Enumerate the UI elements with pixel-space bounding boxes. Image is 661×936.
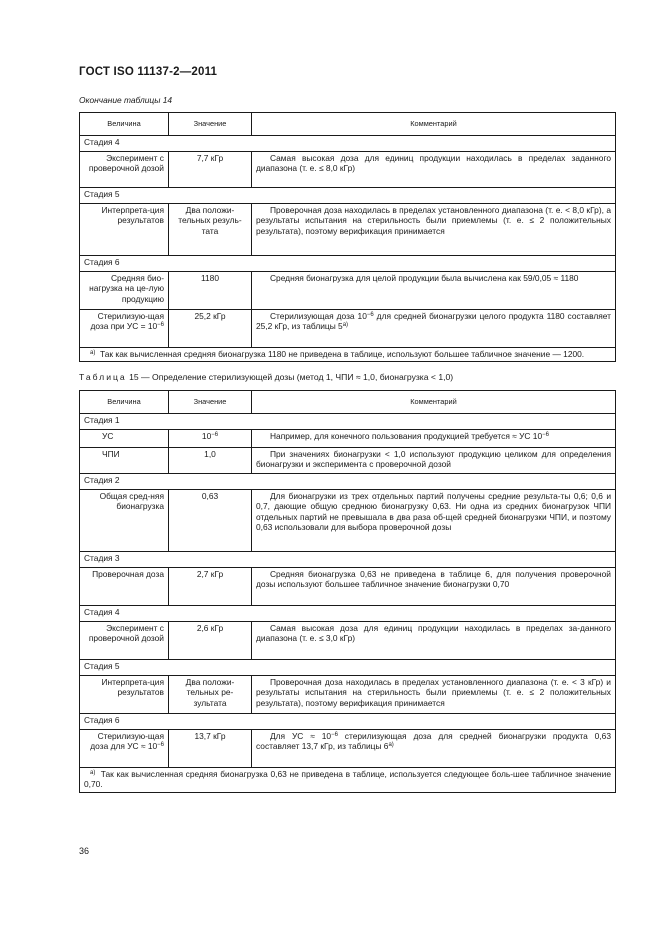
- quantity-cell: Проверочная доза: [80, 568, 169, 606]
- table-row: [80, 676, 616, 714]
- table-15: [79, 390, 616, 793]
- table-row: [80, 730, 616, 768]
- column-header: Значение: [169, 113, 252, 136]
- stage-label: Стадия 4: [80, 136, 616, 152]
- value-cell: 0,63: [169, 490, 252, 552]
- footnote: [80, 768, 616, 793]
- value-cell: 13,7 кГр: [169, 730, 252, 768]
- exponent: −6: [542, 432, 549, 438]
- comment-cell: Средняя бионагрузка для целой продукции была вычислена как 59/0,05 ≈ 1180: [252, 272, 616, 310]
- comment-cell: [252, 430, 616, 448]
- table-row: [80, 310, 616, 348]
- footnote-row: [80, 768, 616, 793]
- value-text: 10: [201, 431, 212, 441]
- table-header-row: [80, 113, 616, 136]
- stage-label: Стадия 1: [80, 414, 616, 430]
- comment-text: для средней бионагрузки целого продукта 1180 составляет 25,2 кГр, из таблицы 5: [256, 311, 611, 332]
- stage-label: Стадия 3: [80, 552, 616, 568]
- quantity-cell: Эксперимент с проверочной дозой: [80, 152, 169, 188]
- quantity-cell: Средняя био-нагрузка на це-лую продукцию: [80, 272, 169, 310]
- stage-label: Стадия 5: [80, 188, 616, 204]
- stage-row: [80, 136, 616, 152]
- stage-label: Стадия 6: [80, 256, 616, 272]
- comment-cell: Для бионагрузки из трех отдельных партий получены средние результа-ты 0,6; 0,6 и 0,7, дающие общую среднюю бионагрузку 0,63. Ни одна из средних бионагрузок ЧПИ отдельных партий не превышала в два раза об-щей средней бионагрузки ЧПИ, и поэтому 0,63 использовали для выбора проверочной дозы: [252, 490, 616, 552]
- exponent: −6: [157, 742, 164, 749]
- comment-cell: Самая высокая доза для единиц продукции находилась в пределах за-данного диапазона (т. е. ≤ 3,0 кГр): [252, 622, 616, 660]
- comment-cell: Проверочная доза находилась в пределах установленного диапазона (т. е. < 3 кГр) и результаты испытания на стерильность были приемлемы (т. е. ≤ 2 положительных результата), поэтому верификация принимается: [252, 676, 616, 714]
- stage-row: [80, 474, 616, 490]
- comment-cell: Средняя бионагрузка 0,63 не приведена в таблице 6, для получения проверочной дозы используют большее табличное значение бионагрузки 0,70: [252, 568, 616, 606]
- value-cell: 25,2 кГр: [169, 310, 252, 348]
- exponent: −6: [366, 312, 374, 318]
- value-cell: [169, 430, 252, 448]
- quantity-cell: ЧПИ: [80, 448, 169, 474]
- value-cell: 1180: [169, 272, 252, 310]
- quantity-cell: [80, 730, 169, 768]
- exponent: −6: [331, 732, 338, 738]
- table-row: [80, 272, 616, 310]
- quantity-text: Стерилизую-щая доза для УС ≈ 10: [90, 731, 164, 752]
- table-row: [80, 448, 616, 474]
- comment-cell: При значениях бионагрузки < 1,0 используют продукцию целиком для определения бионагрузки и эксперимента с проверочной дозой: [252, 448, 616, 474]
- stage-row: [80, 714, 616, 730]
- column-header: Величина: [80, 391, 169, 414]
- footnote-mark: a): [90, 770, 96, 776]
- stage-label: Стадия 2: [80, 474, 616, 490]
- footnote-ref: a): [388, 742, 394, 749]
- table-row: [80, 152, 616, 188]
- exponent: −6: [211, 432, 219, 438]
- quantity-cell: Интерпрета-ция результатов: [80, 676, 169, 714]
- quantity-cell: Эксперимент с проверочной дозой: [80, 622, 169, 660]
- comment-cell: Проверочная доза находилась в пределах установленного диапазона (т. е. < 8,0 кГр), а результаты испытания на стерильность были приемлемы (т. е. ≤ 2 положительных результата), поэтому верификация принимается: [252, 204, 616, 256]
- stage-row: [80, 660, 616, 676]
- quantity-cell: УС: [80, 430, 169, 448]
- value-cell: Два положи-тельных ре-зультата: [169, 676, 252, 714]
- table-header-row: [80, 391, 616, 414]
- footnote-row: [80, 348, 616, 362]
- value-cell: 2,6 кГр: [169, 622, 252, 660]
- quantity-cell: Общая сред-няя бионагрузка: [80, 490, 169, 552]
- column-header: Комментарий: [252, 391, 616, 414]
- value-cell: 2,7 кГр: [169, 568, 252, 606]
- table-row: [80, 430, 616, 448]
- footnote-text: Так как вычисленная средняя бионагрузка 0,63 не приведена в таблице, используется следующее боль-шее табличное значение 0,70.: [84, 769, 611, 790]
- footnote-ref: a): [342, 322, 349, 329]
- comment-cell: [252, 310, 616, 348]
- column-header: Значение: [169, 391, 252, 414]
- stage-row: [80, 606, 616, 622]
- quantity-cell: [80, 310, 169, 348]
- table-15-caption: [79, 372, 453, 382]
- stage-label: Стадия 4: [80, 606, 616, 622]
- table-row: [80, 622, 616, 660]
- page-number: 36: [79, 846, 90, 856]
- value-cell: 7,7 кГр: [169, 152, 252, 188]
- caption-text: 15 — Определение стерилизующей дозы (метод 1, ЧПИ ≈ 1,0, бионагрузка < 1,0): [126, 372, 454, 382]
- footnote-mark: a): [90, 350, 96, 356]
- table-row: [80, 490, 616, 552]
- stage-row: [80, 552, 616, 568]
- table-14: [79, 112, 616, 362]
- comment-text: Например, для конечного пользования продукцией требуется ≈ УС 10: [270, 431, 543, 441]
- value-cell: 1,0: [169, 448, 252, 474]
- stage-row: [80, 256, 616, 272]
- comment-text: Для УС ≈ 10: [270, 731, 332, 741]
- column-header: Комментарий: [252, 113, 616, 136]
- footnote: [80, 348, 616, 362]
- table-row: [80, 568, 616, 606]
- table-14-caption: Окончание таблицы 14: [79, 95, 173, 105]
- caption-lead: Таблица: [79, 372, 127, 382]
- comment-cell: [252, 730, 616, 768]
- column-header: Величина: [80, 113, 169, 136]
- stage-row: [80, 414, 616, 430]
- value-cell: Два положи-тельных резуль-тата: [169, 204, 252, 256]
- stage-row: [80, 188, 616, 204]
- quantity-text: Стерилизую-щая доза при УС = 10: [90, 311, 164, 332]
- exponent: −6: [157, 322, 164, 329]
- table-row: [80, 204, 616, 256]
- comment-text: стерилизующая доза для средней бионагрузки продукта 0,63 составляет 13,7 кГр, из таблицы 6: [256, 731, 611, 752]
- document-header: ГОСТ ISO 11137-2—2011: [79, 66, 218, 78]
- footnote-text: Так как вычисленная средняя бионагрузка 1180 не приведена в таблице, используют большее табличное значение — 1200.: [100, 349, 585, 359]
- comment-text: Стерилизующая доза 10: [270, 311, 367, 321]
- quantity-cell: Интерпрета-ция результатов: [80, 204, 169, 256]
- stage-label: Стадия 5: [80, 660, 616, 676]
- comment-cell: Самая высокая доза для единиц продукции находилась в пределах заданного диапазона (т. е. ≤ 8,0 кГр): [252, 152, 616, 188]
- stage-label: Стадия 6: [80, 714, 616, 730]
